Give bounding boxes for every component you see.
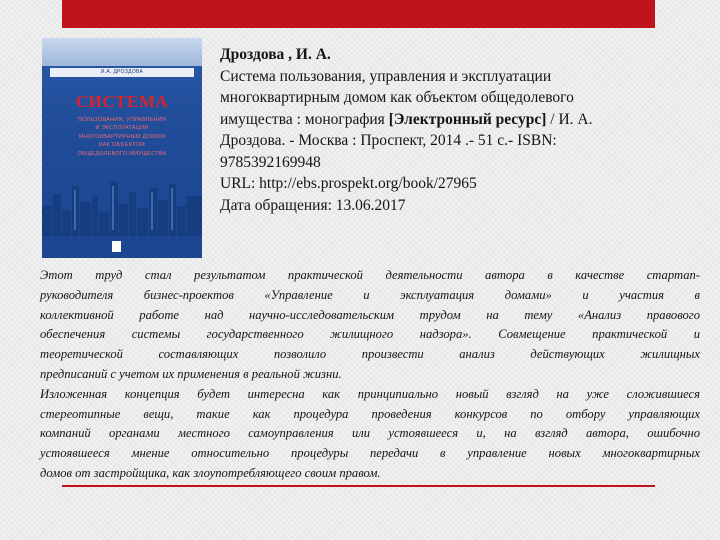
description-line: коллективной работе над научно-исследовательским трудом на тему «Анализ правового — [40, 307, 700, 322]
description-line: компаний органами местного самоуправления или устоявшееся и, на взгляд автора, ошибочно — [40, 426, 700, 441]
book-url: URL: http://ebs.prospekt.org/book/27965 — [220, 175, 477, 192]
resource-type-label: [Электронный ресурс] — [388, 110, 547, 128]
cover-author: И.А. ДРОЗДОВА — [100, 69, 144, 75]
publisher-logo-icon — [112, 241, 121, 252]
book-description — [40, 266, 700, 484]
cover-subtitle-line: КАК ОБЪЕКТОМ — [99, 142, 145, 149]
book-title-line: многоквартирным домом как объектом общедолевого — [220, 89, 574, 106]
description-line: стереотипные вещи, такие как процедура проведения конкурсов по отбору управляющих — [40, 406, 700, 421]
book-type-text: имущества : монография — [220, 110, 389, 128]
book-cover-image — [42, 38, 202, 258]
description-line: руководителя бизнес-проектов «Управление и эксплуатация домами» и участия в — [40, 287, 700, 302]
bottom-red-rule — [62, 485, 655, 487]
description-line: теоретической составляющих позволило произвести анализ действующих жилищных — [40, 347, 700, 362]
bibliographic-record — [220, 44, 665, 216]
cover-subtitle-line: ОБЩЕДОЛЕВОГО ИМУЩЕСТВА — [77, 150, 167, 157]
isbn-number: 9785392169948 — [220, 153, 321, 171]
book-author: Дроздова , И. А. — [220, 46, 331, 63]
cover-subtitle-line: И ЭКСПЛУАТАЦИИ — [95, 125, 149, 132]
cover-title: СИСТЕМА — [75, 92, 169, 111]
cover-subtitle — [60, 116, 184, 158]
publication-info: Дроздова. - Москва : Проспект, 2014 .- 51 с.- ISBN: — [220, 132, 557, 149]
description-line: домов от застройщика, как злоупотребляющего своим правом. — [40, 465, 381, 480]
book-title-line: Система пользования, управления и эксплуатации — [220, 67, 552, 85]
book-title-line — [220, 109, 665, 131]
top-red-band — [62, 0, 655, 28]
cover-city-skyline — [42, 176, 202, 236]
description-line: предписаний с учетом их применения в реальной жизни. — [40, 366, 342, 381]
cover-sky — [42, 38, 202, 66]
description-line: обеспечения системы государственного жилищного надзора». Совмещение практической и — [40, 327, 700, 342]
access-date: Дата обращения: 13.06.2017 — [220, 196, 406, 214]
book-responsibility: / И. А. — [546, 110, 593, 128]
cover-subtitle-line: МНОГОКВАРТИРНЫМ ДОМОМ — [78, 133, 166, 140]
description-line: Изложенная концепция будет интересна как принципиально новый взгляд на уже сложившиеся — [40, 386, 700, 401]
description-line: Этот труд стал результатом практической деятельности автора в качестве стартап- — [40, 268, 700, 282]
cover-subtitle-line: ПОЛЬЗОВАНИЯ, УПРАВЛЕНИЯ — [77, 117, 167, 123]
description-line: устоявшееся мнение относительно процедуры передачи в управление новых многоквартирных — [40, 446, 700, 461]
